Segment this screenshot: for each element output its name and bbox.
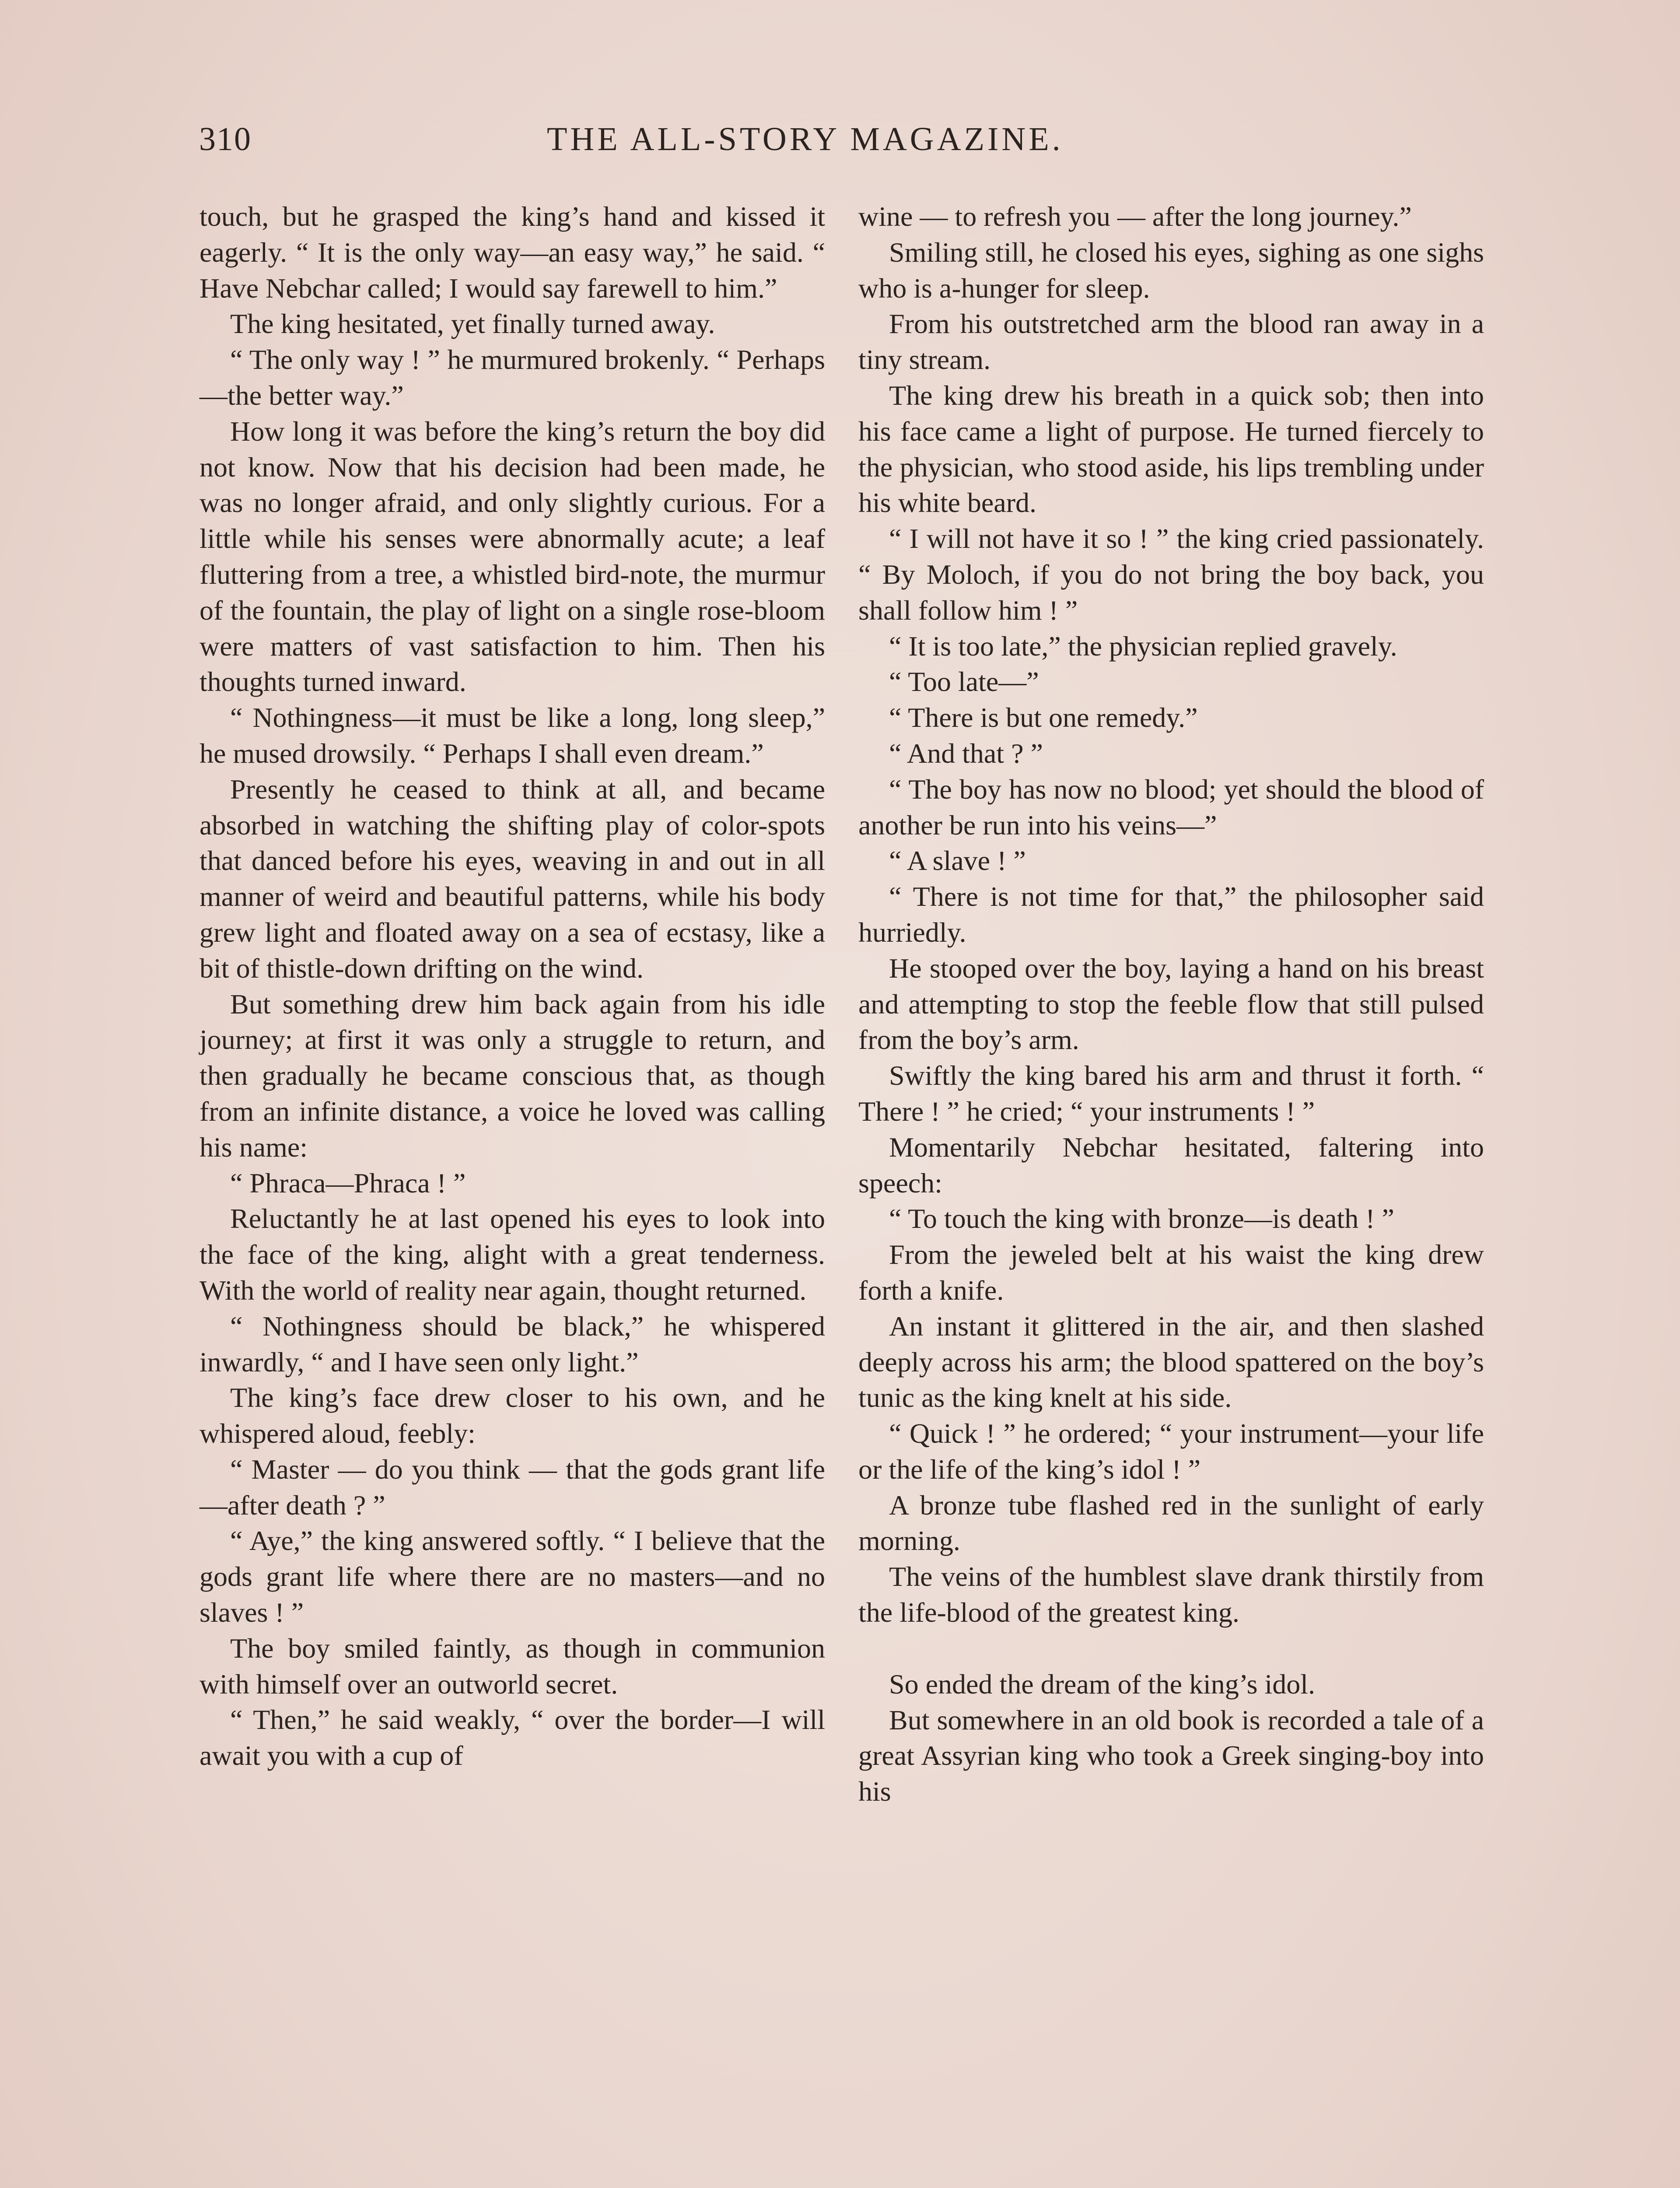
paragraph: “ Nothingness should be black,” he whispered inwardly, “ and I have seen only light.” (200, 1310, 825, 1378)
page-header (199, 120, 1481, 168)
paragraph: “ There is but one remedy.” (889, 702, 1198, 733)
paragraph: The king’s face drew closer to his own, and he whispered aloud, feebly: (200, 1382, 825, 1449)
paragraph: The king drew his breath in a quick sob; then into his face came a light of purpose. He turned fiercely to the physician, who stood aside, his lips trembling under his white beard. (858, 379, 1484, 519)
paragraph: He stooped over the boy, laying a hand on his breast and attempting to stop the feeble flow that still pulsed from the boy’s arm. (858, 952, 1484, 1055)
left-column (200, 199, 825, 1774)
paragraph: “ Nothingness—it must be like a long, long sleep,” he mused drowsily. “ Perhaps I shall even dream.” (200, 702, 825, 769)
paragraph: So ended the dream of the king’s idol. (889, 1668, 1316, 1700)
paragraph: “ Master — do you think — that the gods grant life—after death ? ” (200, 1453, 825, 1521)
paragraph: “ The boy has now no blood; yet should the blood of another be run into his veins—” (858, 773, 1484, 841)
paragraph: “ And that ? ” (889, 737, 1043, 769)
paragraph: Reluctantly he at last opened his eyes to look into the face of the king, alight with a great tenderness. With the world of reality near again, thought returned. (200, 1203, 825, 1306)
paragraph: “ Too late—” (889, 666, 1039, 698)
paragraph: wine — to refresh you — after the long journey.” (858, 201, 1412, 232)
paragraph: “ The only way ! ” he murmured brokenly. “ Perhaps—the better way.” (200, 344, 825, 411)
paragraph: But somewhere in an old book is recorded a tale of a great Assyrian king who took a Greek singing-boy into his (858, 1704, 1484, 1807)
paragraph: “ Aye,” the king answered softly. “ I believe that the gods grant life where there are no masters—and no slaves ! ” (200, 1525, 825, 1628)
running-title: THE ALL-STORY MAGAZINE. (547, 121, 1064, 158)
paragraph: Momentarily Nebchar hesitated, faltering into speech: (858, 1131, 1484, 1199)
paragraph: “ Then,” he said weakly, “ over the border—I will await you with a cup of (200, 1704, 825, 1771)
paragraph: “ Phraca—Phraca ! ” (230, 1167, 466, 1199)
paragraph: How long it was before the king’s return the boy did not know. Now that his decision had been made, he was no longer afraid, and only slightly curious. For a little while his senses were abnormally acute; a leaf fluttering from a tree, a whistled bird-note, the murmur of the fountain, the play of light on a single rose-bloom were matters of vast satisfaction to him. Then his thoughts turned inward. (200, 415, 825, 698)
paragraph: The veins of the humblest slave drank thirstily from the life-blood of the greatest king. (858, 1561, 1484, 1628)
right-column (858, 199, 1484, 1809)
paragraph: “ There is not time for that,” the philosopher said hurriedly. (858, 881, 1484, 948)
paragraph: “ To touch the king with bronze—is death ! ” (889, 1203, 1394, 1234)
paragraph: “ A slave ! ” (889, 845, 1026, 877)
paragraph: Swiftly the king bared his arm and thrust it forth. “ There ! ” he cried; “ your instruments ! ” (858, 1060, 1484, 1127)
paragraph: From the jeweled belt at his waist the king drew forth a knife. (858, 1239, 1484, 1306)
page-number: 310 (199, 121, 252, 158)
paragraph: An instant it glittered in the air, and then slashed deeply across his arm; the blood spattered on the boy’s tunic as the king knelt at his side. (858, 1310, 1484, 1413)
paragraph: The boy smiled faintly, as though in communion with himself over an outworld secret. (200, 1632, 825, 1700)
paragraph: But something drew him back again from his idle journey; at first it was only a struggle to return, and then gradually he became conscious that, as though from an infinite distance, a voice he loved was calling his name: (200, 988, 825, 1163)
paragraph: A bronze tube flashed red in the sunlight of early morning. (858, 1489, 1484, 1557)
paragraph: “ I will not have it so ! ” the king cried passionately. “ By Moloch, if you do not bring the boy back, you shall follow him ! ” (858, 523, 1484, 626)
paragraph: From his outstretched arm the blood ran away in a tiny stream. (858, 308, 1484, 375)
paragraph: “ Quick ! ” he ordered; “ your instrument—your life or the life of the king’s idol ! ” (858, 1418, 1484, 1485)
paragraph: Presently he ceased to think at all, and became absorbed in watching the shifting play of color-spots that danced before his eyes, weaving in and out in all manner of weird and beautiful patterns, while his body grew light and floated away on a sea of ecstasy, like a bit of thistle-down drifting on the wind. (200, 773, 825, 984)
paragraph: Smiling still, he closed his eyes, sighing as one sighs who is a-hunger for sleep. (858, 236, 1484, 304)
paragraph: The king hesitated, yet finally turned away. (230, 308, 715, 340)
paragraph: “ It is too late,” the physician replied gravely. (889, 630, 1397, 662)
paragraph: touch, but he grasped the king’s hand and kissed it eagerly. “ It is the only way—an easy way,” he said. “ Have Nebchar called; I would say farewell to him.” (200, 201, 825, 304)
